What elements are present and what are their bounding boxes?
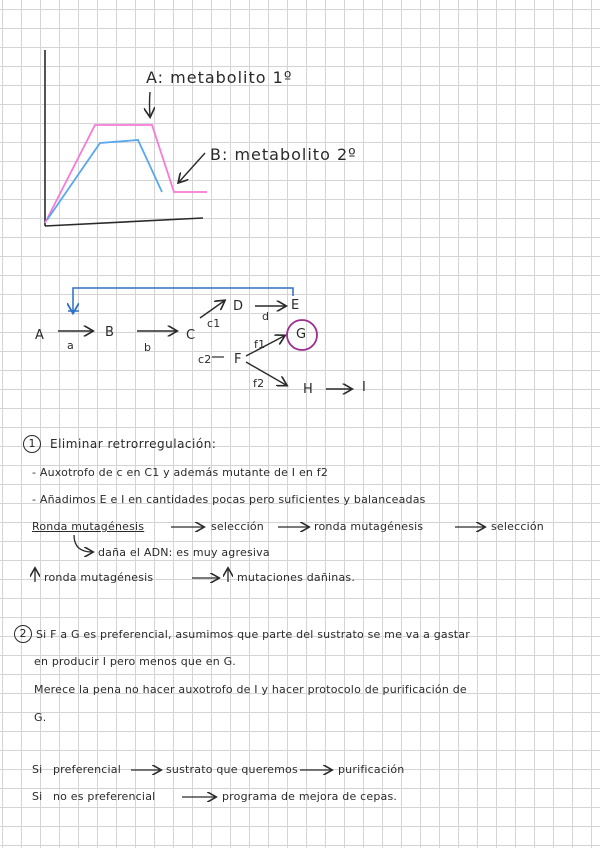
arrow-f-h [246,362,286,385]
node-c: C [186,328,196,343]
section-2-line-1: Si F a G es preferencial, asumimos que parte del sustrato se me va a gastar [36,628,470,641]
label-metabolito-2: B: metabolito 2º [210,145,357,164]
node-h: H [303,382,313,397]
sustrato-label: sustrato que queremos [166,763,298,776]
node-i: I [362,380,366,395]
purificacion-label: purificación [338,763,405,776]
up-mutaciones-daninas: mutaciones dañinas. [237,571,356,584]
no-pref-label: no es preferencial [53,790,156,803]
enzyme-c2: c2 [198,353,212,366]
enzyme-d: d [262,310,270,323]
ronda-mutagenesis-1: Ronda mutagénesis [32,520,145,533]
seleccion-1: selección [211,520,264,533]
seleccion-2: selección [491,520,544,533]
enzyme-b: b [144,341,152,354]
arrow-to-curve-a [150,92,151,116]
programa-label: programa de mejora de cepas. [222,790,398,803]
feedback-loop-arrow [73,288,293,312]
curve-metabolito-1 [45,125,207,223]
section-2-line-3: Merece la pena no hacer auxotrofo de I y hacer protocolo de purificación de [34,683,467,696]
node-b: B [105,325,114,340]
node-f: F [234,352,242,367]
ronda-mutagenesis-2: ronda mutagénesis [314,520,424,533]
node-d: D [233,299,244,314]
arrow-c-d [200,301,224,318]
curve-metabolito-2 [47,140,162,220]
section-1-bullet-1: - Auxotrofo de c en C1 y además mutante de I en f2 [32,466,329,479]
enzyme-c1: c1 [207,317,221,330]
dano-adn-note: daña el ADN: es muy agresiva [98,546,270,559]
label-metabolito-1: A: metabolito 1º [146,68,293,87]
pref-si: Si [32,763,43,776]
graph-x-axis [45,218,203,226]
node-g: G [296,327,307,342]
pref-label: preferencial [53,763,121,776]
section-1-bullet-2: - Añadimos E e I en cantidades pocas pero suficientes y balanceadas [32,493,426,506]
enzyme-f2: f2 [253,377,265,390]
node-a: A [35,328,44,343]
arrow-dano [74,535,92,552]
section-1-number: 1 [23,435,41,453]
section-2-line-4: G. [34,711,47,724]
arrow-to-curve-b [179,153,205,182]
node-e: E [291,298,300,313]
section-2-number: 2 [14,625,32,643]
enzyme-f1: f1 [254,338,266,351]
up-ronda-mutagenesis: ronda mutagénesis [44,571,154,584]
no-pref-si: Si [32,790,43,803]
section-1-title: Eliminar retrorregulación: [50,437,217,451]
section-2-line-2: en producir I pero menos que en G. [34,655,236,668]
enzyme-a: a [67,339,74,352]
